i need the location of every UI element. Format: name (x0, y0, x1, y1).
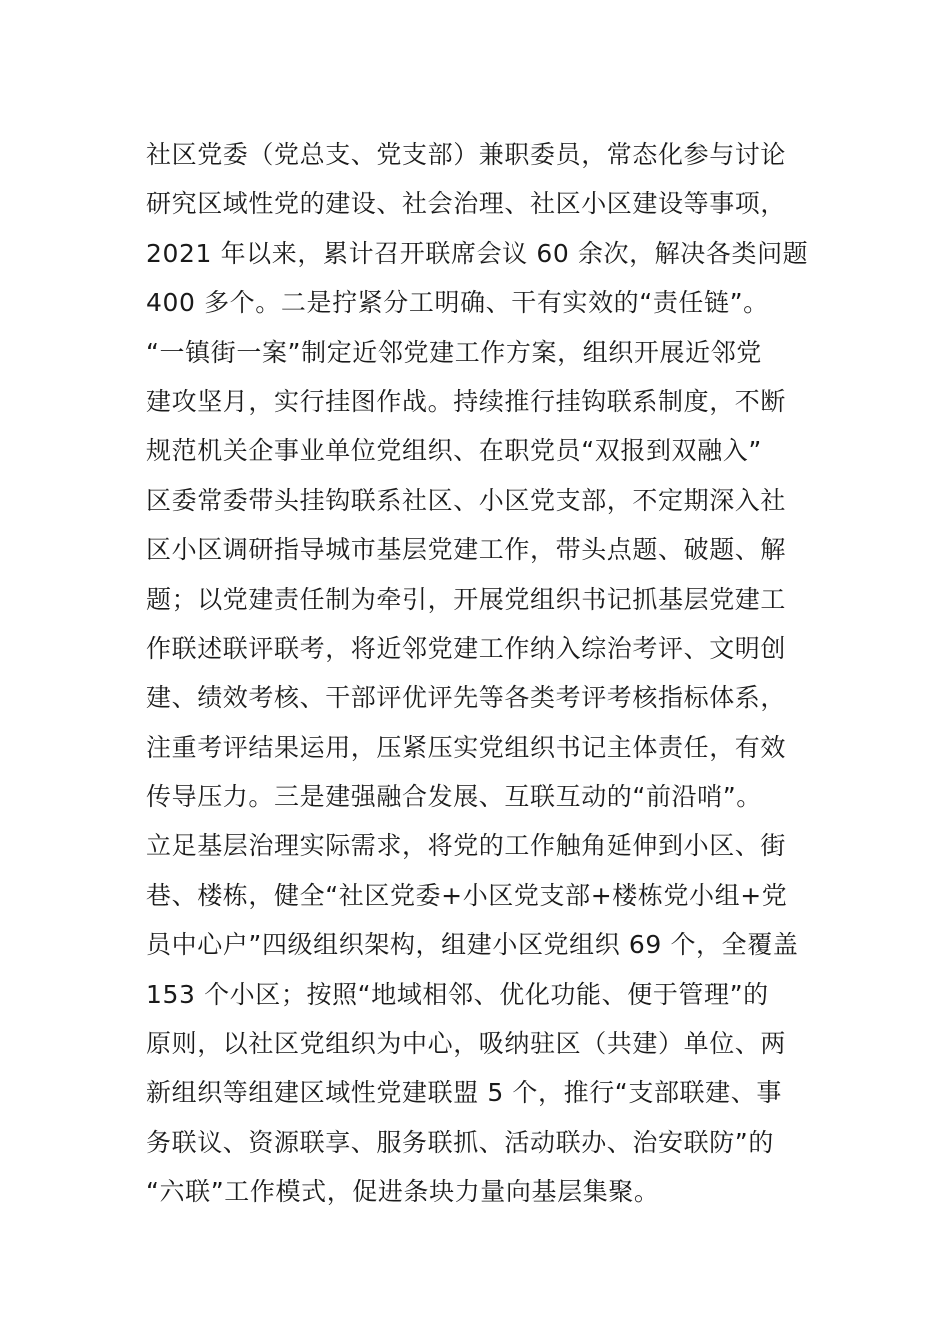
text-line: 立足基层治理实际需求，将党的工作触角延伸到小区、街 (146, 831, 787, 861)
text-line: 新组织等组建区域性党建联盟 5 个，推行“支部联建、事 (146, 1078, 782, 1108)
text-line: 区小区调研指导城市基层党建工作，带头点题、破题、解 (146, 535, 787, 565)
text-line: 员中心户”四级组织架构，组建小区党组织 69 个，全覆盖 (146, 930, 799, 960)
text-line: 务联议、资源联享、服务联抓、活动联办、治安联防”的 (146, 1127, 774, 1157)
text-line: 400 多个。二是拧紧分工明确、干有实效的“责任链”。 (146, 288, 769, 318)
text-line: 研究区域性党的建设、社会治理、社区小区建设等事项， (146, 189, 787, 219)
text-line: 题；以党建责任制为牵引，开展党组织书记抓基层党建工 (146, 584, 787, 614)
text-line: 注重考评结果运用，压紧压实党组织书记主体责任，有效 (146, 732, 787, 762)
text-line: 作联述联评联考，将近邻党建工作纳入综治考评、文明创 (146, 633, 787, 663)
text-line: 传导压力。三是建强融合发展、互联互动的“前沿哨”。 (146, 782, 762, 812)
text-line: 规范机关企事业单位党组织、在职党员“双报到双融入” (146, 436, 762, 466)
text-line: “六联”工作模式，促进条块力量向基层集聚。 (146, 1177, 660, 1207)
text-line: 原则，以社区党组织为中心，吸纳驻区（共建）单位、两 (146, 1029, 787, 1059)
text-line: 区委常委带头挂钩联系社区、小区党支部，不定期深入社 (146, 485, 787, 515)
text-line: 153 个小区；按照“地域相邻、优化功能、便于管理”的 (146, 979, 769, 1009)
text-line: 巷、楼栋，健全“社区党委+小区党支部+楼栋党小组+党 (146, 880, 788, 910)
text-line: 建攻坚月，实行挂图作战。持续推行挂钩联系制度，不断 (146, 386, 787, 416)
text-line: 社区党委（党总支、党支部）兼职委员，常态化参与讨论 (146, 140, 787, 169)
body-paragraph (146, 130, 826, 1217)
text-line: “一镇街一案”制定近邻党建工作方案，组织开展近邻党 (146, 337, 762, 367)
text-line: 建、绩效考核、干部评优评先等各类考评考核指标体系， (146, 683, 787, 713)
text-line: 2021 年以来，累计召开联席会议 60 余次，解决各类问题 (146, 238, 809, 268)
